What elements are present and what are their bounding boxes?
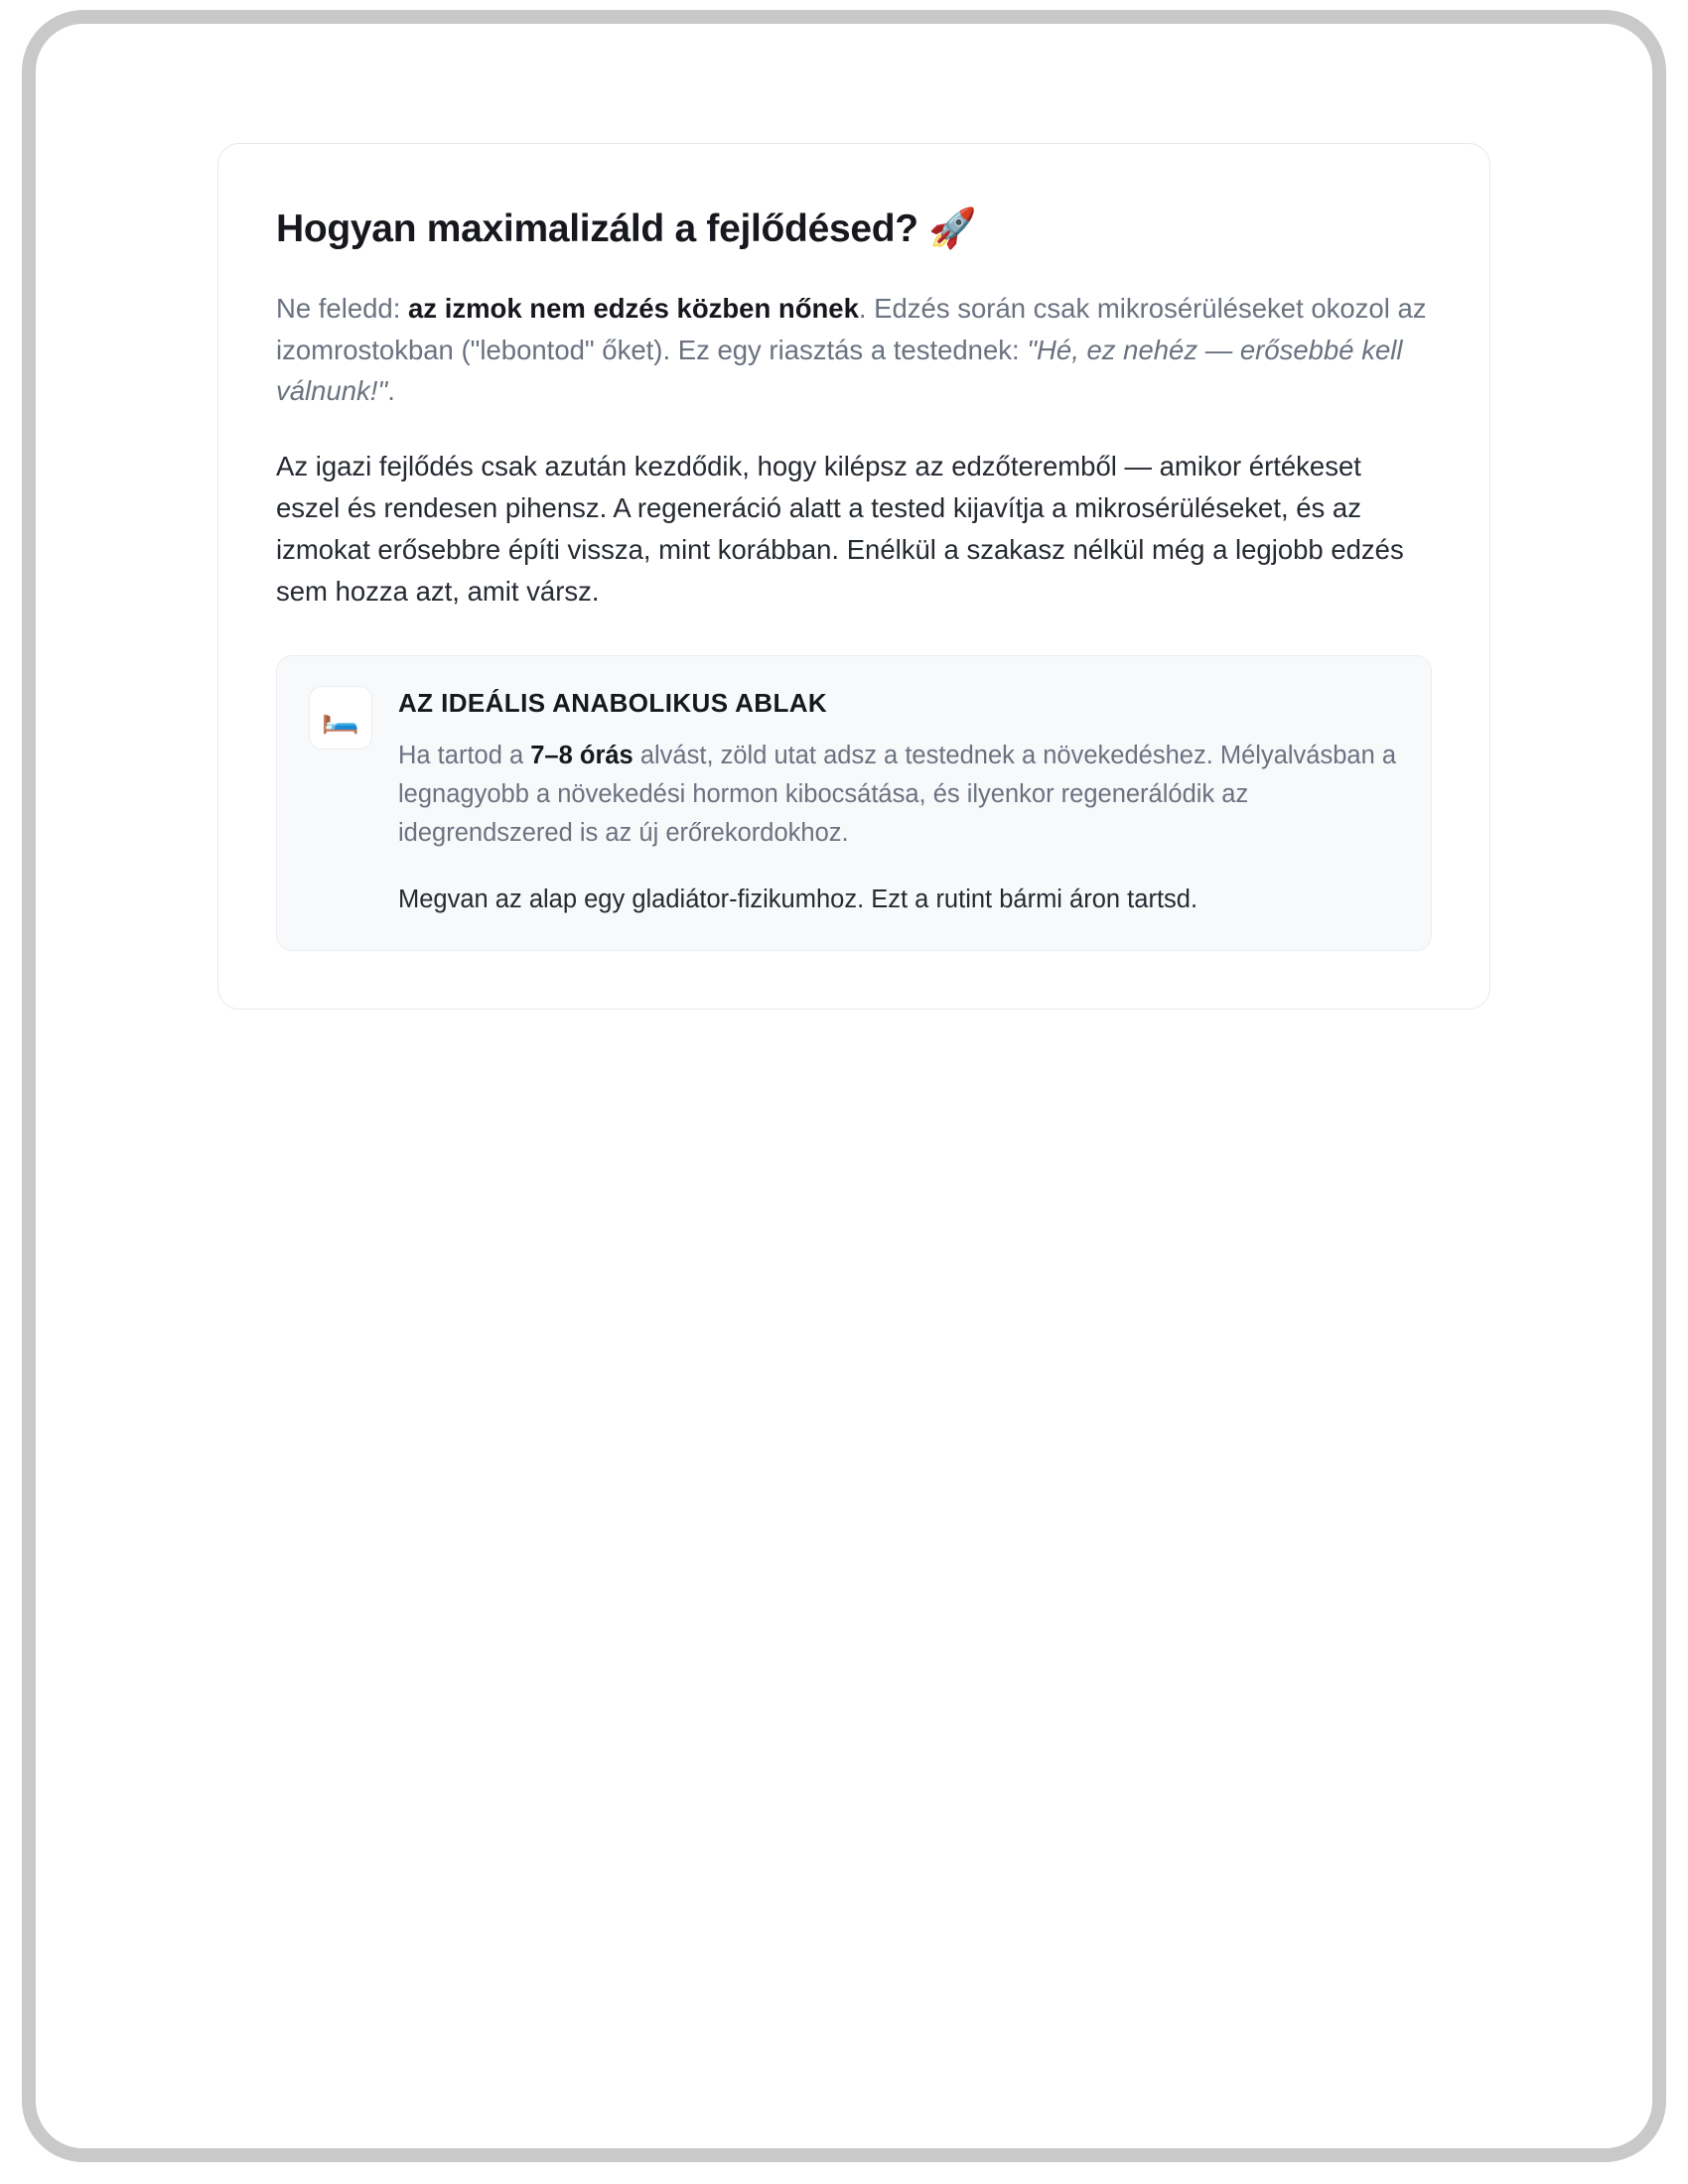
page-surface	[36, 24, 1652, 2148]
callout-body	[398, 686, 1399, 918]
article-card	[217, 143, 1490, 1010]
body-paragraph: Az igazi fejlődés csak azután kezdődik, hogy kilépsz az edzőteremből — amikor értékeset eszel és rendesen pihensz. A regeneráció alatt a tested kijavítja a mikrosérüléseket, és az izmokat erősebbre építi vissza, mint korábban. Enélkül a szakasz nélkül még a legjobb edzés sem hozza azt, amit vársz.	[276, 451, 1404, 607]
intro-part-1: Ne feledd:	[276, 292, 409, 324]
callout-text-part-2: alvást, zöld utat adsz a testednek a növekedéshez. Mélyalvásban a legnagyobb a növekedési hormon kibocsátása, és ilyenkor regenerálódik az idegrendszered is az új erőrekordokhoz.	[398, 742, 1397, 847]
intro-part-2: . Edzés során csak mikrosérüléseket okozol az izomrostokban ("lebontod" őket). Ez egy riasztás a testednek:	[276, 292, 1427, 365]
intro-part-3: .	[387, 375, 395, 407]
callout-text-bold: 7–8 órás	[530, 742, 633, 770]
bed-icon: 🛏️	[309, 686, 372, 750]
page-title-text: Hogyan maximalizáld a fejlődésed?	[276, 207, 918, 250]
callout-heading: AZ IDEÁLIS ANABOLIKUS ABLAK	[398, 688, 828, 719]
intro-italic-quote: "Hé, ez nehéz — erősebbé kell válnunk!"	[276, 334, 1403, 407]
callout-box	[276, 655, 1432, 951]
rocket-icon: 🚀	[928, 206, 977, 251]
device-frame	[22, 10, 1666, 2162]
intro-bold-1: az izmok nem edzés közben nőnek	[408, 292, 859, 324]
callout-text-part-1: Ha tartod a	[398, 742, 531, 770]
intro-paragraph	[276, 288, 1432, 412]
callout-closing-line: Megvan az alap egy gladiátor-fizikumhoz. Ezt a rutint bármi áron tartsd.	[398, 885, 1198, 913]
page-title	[276, 205, 1432, 254]
callout-text	[398, 737, 1399, 852]
